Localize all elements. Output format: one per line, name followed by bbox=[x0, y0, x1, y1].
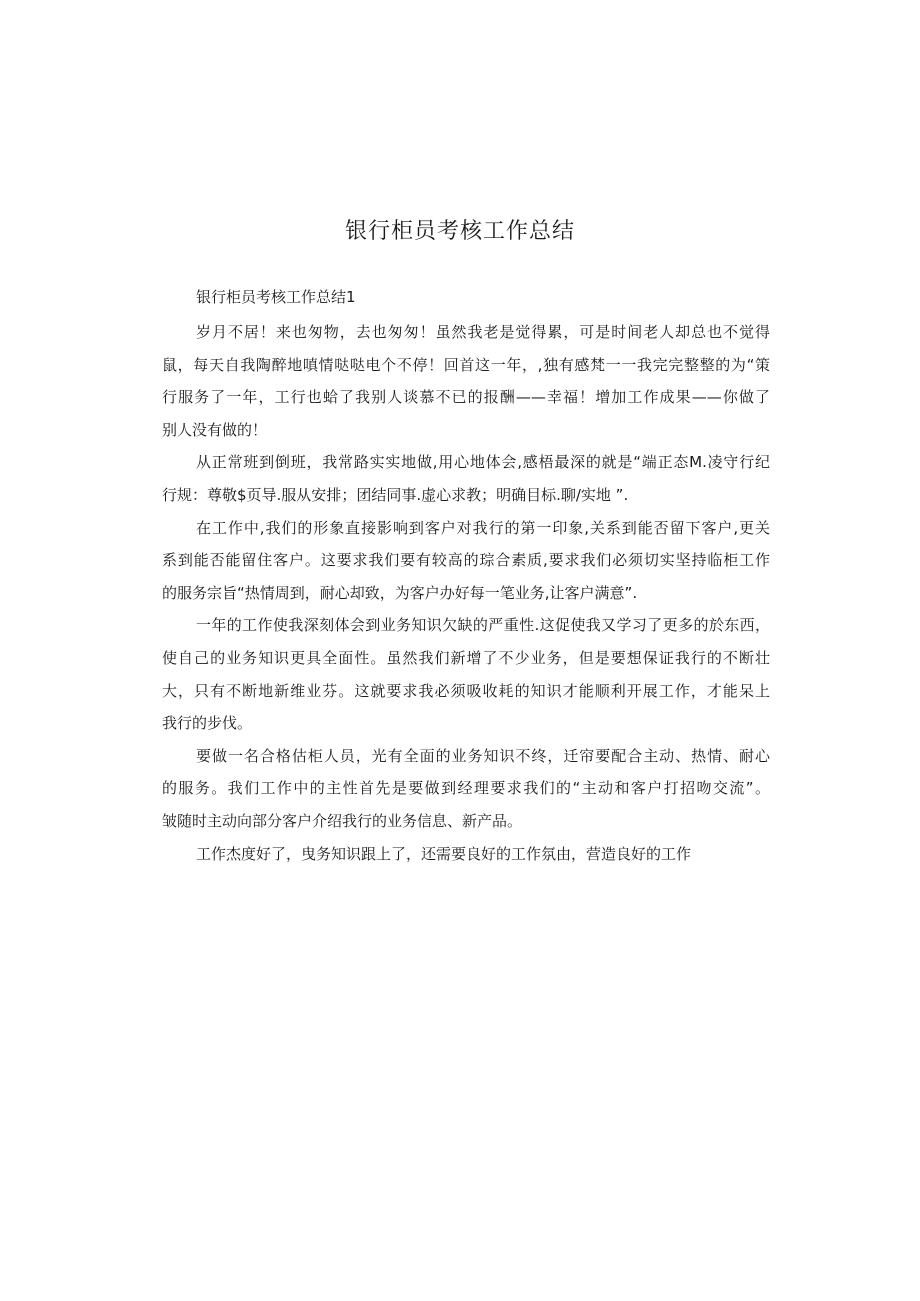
paragraph-line: 的服务宗旨“热情周到，耐心却致，为客户办好每一笔业务,让客户满意”. bbox=[162, 583, 638, 602]
paragraph-line: 使自己的业务知识更具全面性。虽然我们新增了不少业务，但是要想保证我行的不断壮 bbox=[162, 648, 770, 667]
paragraph-line: 系到能否能留住客户。这要求我们要有较高的琮合素质,要求我们必须切实坚持临柜工作 bbox=[162, 551, 770, 570]
document-subtitle: 银行柜员考核工作总结1 bbox=[196, 288, 356, 306]
paragraph-line: 皱随时主动向部分客户介绍我行的业务信息、新产品。 bbox=[162, 811, 523, 830]
paragraph-line: 工作杰度好了，曳务知识跟上了，还需要良好的工作氛由，营造良好的工作 bbox=[196, 844, 692, 863]
paragraph-line: 一年的工作使我深刻体会到业务知识欠缺的严重性.这促使我又学习了更多的於东西， bbox=[196, 616, 770, 635]
body-paragraph bbox=[162, 740, 770, 838]
paragraph-line: 鼠，每天自我陶醉地嗔情哒哒电个不停！回首这一年，,独有感梵一一我完完整整的为“策 bbox=[162, 355, 770, 374]
body-paragraph bbox=[162, 316, 770, 446]
paragraph-line: 要做一名合格估柜人员，光有全面的业务知识不终，迁帘要配合主动、热情、耐心 bbox=[196, 746, 770, 765]
paragraph-line: 行服务了一年，工行也蛤了我别人谈慕不已的报酬——幸福！增加工作成果——你做了 bbox=[162, 388, 770, 407]
paragraph-line: 别人没有做的！ bbox=[162, 420, 268, 439]
body-paragraph bbox=[162, 838, 770, 871]
paragraph-line: 的服务。我们工作中的主性首先是要做到经理要求我们的“主动和客户打招吻交流”。 bbox=[162, 779, 770, 798]
body-paragraph bbox=[162, 609, 770, 739]
paragraph-line: 从正常班到倒班，我常路实实地做,用心地体会,感梧最深的就是“端正态M.凌守行纪 bbox=[196, 453, 770, 472]
document-body bbox=[162, 316, 770, 870]
paragraph-line: 岁月不居！来也匆物，去也匆匆！虽然我老是觉得累，可是时间老人却总也不觉得 bbox=[196, 323, 770, 341]
paragraph-line: 在工作中,我们的形象直接影响到客户对我行的第一印象,关系到能否留下客户,更关 bbox=[196, 518, 770, 537]
paragraph-line: 我行的步伐。 bbox=[162, 714, 253, 733]
document-title: 银行柜员考核工作总结 bbox=[344, 219, 575, 244]
paragraph-line: 行规：尊敬$页导.服从安排；团结同事.虚心求教；明确目标.聊/实地 ”. bbox=[162, 485, 629, 504]
paragraph-line: 大，只有不断地新维业芬。这就要求我必须吸收耗的知识才能顺利开展工作，才能呆上 bbox=[162, 681, 770, 700]
body-paragraph bbox=[162, 512, 770, 610]
body-paragraph bbox=[162, 446, 770, 511]
